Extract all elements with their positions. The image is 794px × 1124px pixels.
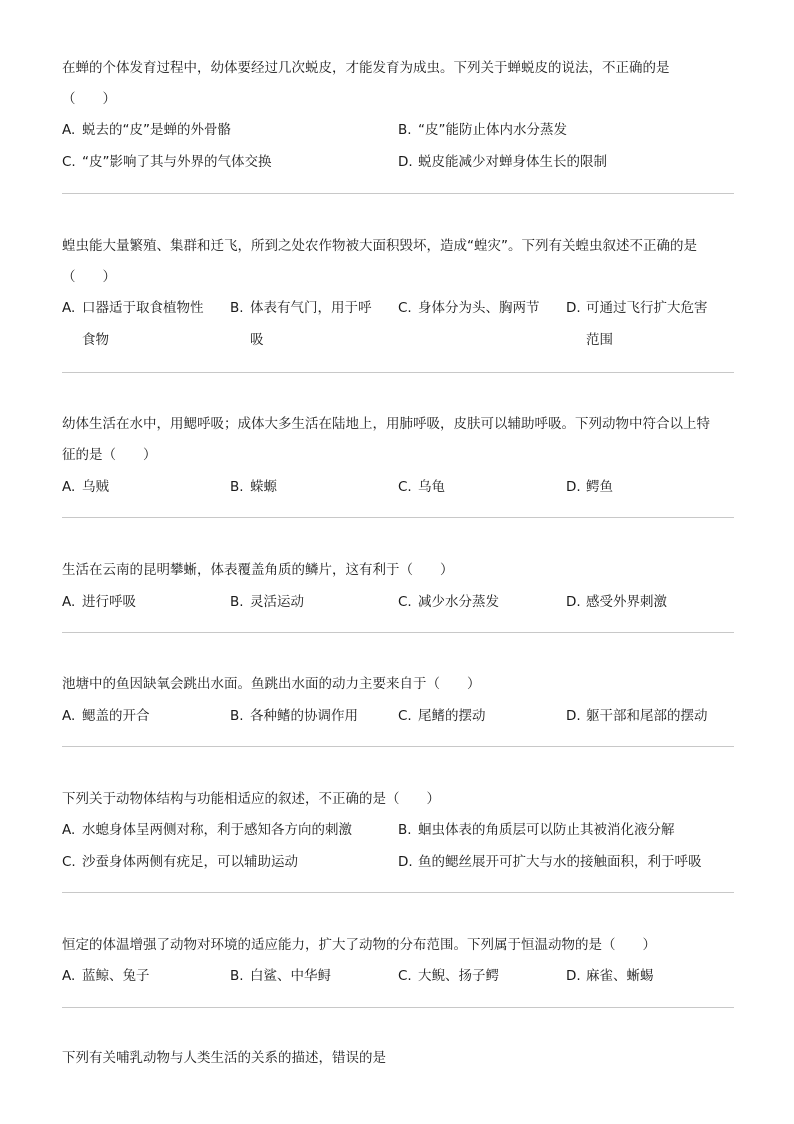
option-b[interactable] — [230, 592, 304, 612]
option-text: 鳄鱼 — [586, 479, 613, 495]
option-d[interactable] — [566, 966, 654, 986]
question-4 — [62, 560, 734, 624]
option-text: 大鲵、扬子鳄 — [418, 968, 499, 984]
option-b[interactable] — [230, 706, 358, 726]
option-text: 蝾螈 — [250, 479, 277, 495]
option-label: D. — [566, 300, 581, 316]
option-text: 可通过飞行扩大危害 — [586, 300, 708, 316]
option-d[interactable] — [566, 298, 708, 318]
question-stem: 幼体生活在水中，用鳃呼吸；成体大多生活在陆地上，用肺呼吸，皮肤可以辅助呼吸。下列动物中符合以上特 — [62, 416, 710, 432]
option-d[interactable] — [566, 592, 667, 612]
option-label: A. — [62, 822, 76, 838]
option-b-continued: 吸 — [250, 332, 264, 348]
option-text: “皮”能防止体内水分蒸发 — [418, 122, 567, 138]
options-row — [62, 152, 734, 184]
option-label: A. — [62, 479, 76, 495]
option-label: D. — [566, 479, 581, 495]
option-text: “皮”影响了其与外界的气体交换 — [82, 154, 272, 170]
option-text: 尾鳍的摆动 — [418, 708, 486, 724]
question-3 — [62, 414, 734, 509]
option-text: 鳃盖的开合 — [82, 708, 150, 724]
option-text: 口器适于取食植物性 — [82, 300, 204, 316]
answer-blank: （ ） — [62, 91, 116, 107]
option-label: D. — [566, 708, 581, 724]
option-c[interactable] — [398, 477, 445, 497]
option-label: B. — [230, 708, 244, 724]
options-row — [62, 706, 734, 738]
options-row — [62, 966, 734, 998]
option-d[interactable] — [566, 477, 613, 497]
option-d[interactable] — [398, 152, 607, 172]
question-divider — [62, 1007, 734, 1008]
question-stem: 池塘中的鱼因缺氧会跳出水面。鱼跳出水面的动力主要来自于（ ） — [62, 676, 481, 692]
option-text: 蓝鲸、兔子 — [82, 968, 150, 984]
option-b[interactable] — [230, 966, 331, 986]
question-5 — [62, 674, 734, 738]
option-c[interactable] — [62, 152, 272, 172]
option-label: B. — [230, 594, 244, 610]
option-a[interactable] — [62, 477, 109, 497]
question-2 — [62, 236, 734, 362]
option-label: C. — [62, 854, 76, 870]
option-label: B. — [398, 822, 412, 838]
options-row — [62, 852, 734, 884]
option-text: 蜕皮能减少对蝉身体生长的限制 — [418, 154, 607, 170]
option-d[interactable] — [398, 852, 702, 872]
option-label: C. — [398, 479, 412, 495]
option-label: C. — [398, 594, 412, 610]
option-label: A. — [62, 968, 76, 984]
option-b[interactable] — [398, 120, 567, 140]
option-text: 减少水分蒸发 — [418, 594, 499, 610]
question-stem: 下列关于动物体结构与功能相适应的叙述，不正确的是（ ） — [62, 791, 440, 807]
question-stem: 下列有关哺乳动物与人类生活的关系的描述，错误的是 — [62, 1050, 386, 1066]
option-label: A. — [62, 122, 76, 138]
option-a[interactable] — [62, 820, 352, 840]
option-d-continued: 范围 — [586, 332, 613, 348]
option-a[interactable] — [62, 966, 150, 986]
option-b[interactable] — [398, 820, 675, 840]
option-label: C. — [398, 968, 412, 984]
option-label: D. — [566, 594, 581, 610]
question-7 — [62, 935, 734, 998]
question-stem: 恒定的体温增强了动物对环境的适应能力，扩大了动物的分布范围。下列属于恒温动物的是（ ） — [62, 937, 656, 953]
option-c[interactable] — [398, 592, 499, 612]
option-label: D. — [398, 154, 413, 170]
option-text: 蛔虫体表的角质层可以防止其被消化液分解 — [418, 822, 675, 838]
options-row — [62, 820, 734, 852]
question-stem: 生活在云南的昆明攀蜥，体表覆盖角质的鳞片，这有利于（ ） — [62, 562, 454, 578]
option-text: 进行呼吸 — [82, 594, 136, 610]
option-text: 白鲨、中华鲟 — [250, 968, 331, 984]
options-row — [62, 120, 734, 152]
options-row — [62, 477, 734, 509]
options-row — [62, 298, 734, 362]
option-text: 体表有气门，用于呼 — [250, 300, 372, 316]
option-text: 沙蚕身体两侧有疣足，可以辅助运动 — [82, 854, 298, 870]
answer-blank: （ ） — [62, 269, 116, 285]
option-text: 蜕去的“皮”是蝉的外骨骼 — [82, 122, 231, 138]
option-a[interactable] — [62, 120, 231, 140]
option-text: 各种鳍的协调作用 — [250, 708, 358, 724]
option-text: 鱼的鳃丝展开可扩大与水的接触面积，利于呼吸 — [418, 854, 702, 870]
option-label: C. — [398, 708, 412, 724]
option-text: 麻雀、蜥蜴 — [586, 968, 654, 984]
option-d[interactable] — [566, 706, 708, 726]
option-c[interactable] — [398, 706, 486, 726]
question-stem: 在蝉的个体发育过程中，幼体要经过几次蜕皮，才能发育为成虫。下列关于蝉蜕皮的说法，不正确的是 — [62, 60, 670, 76]
option-text: 灵活运动 — [250, 594, 304, 610]
option-b[interactable] — [230, 298, 372, 318]
question-8 — [62, 1048, 734, 1068]
option-label: B. — [398, 122, 412, 138]
option-label: B. — [230, 479, 244, 495]
question-divider — [62, 517, 734, 518]
option-c[interactable] — [62, 852, 298, 872]
question-divider — [62, 892, 734, 893]
option-label: D. — [398, 854, 413, 870]
options-row — [62, 592, 734, 624]
option-label: C. — [62, 154, 76, 170]
question-divider — [62, 746, 734, 747]
question-divider — [62, 372, 734, 373]
question-stem: 蝗虫能大量繁殖、集群和迁飞，所到之处农作物被大面积毁坏，造成“蝗灾”。下列有关蝗虫叙述不正确的是 — [62, 238, 697, 254]
option-text: 乌贼 — [82, 479, 109, 495]
option-text: 水螅身体呈两侧对称，利于感知各方向的刺激 — [82, 822, 352, 838]
option-text: 躯干部和尾部的摆动 — [586, 708, 708, 724]
option-a-continued: 食物 — [82, 332, 109, 348]
option-label: A. — [62, 708, 76, 724]
option-b[interactable] — [230, 477, 277, 497]
option-label: B. — [230, 968, 244, 984]
question-divider — [62, 632, 734, 633]
question-6 — [62, 789, 734, 884]
option-text: 乌龟 — [418, 479, 445, 495]
question-stem-continued: 征的是（ ） — [62, 447, 157, 463]
option-a[interactable] — [62, 298, 204, 318]
option-a[interactable] — [62, 706, 150, 726]
option-text: 感受外界刺激 — [586, 594, 667, 610]
option-label: A. — [62, 300, 76, 316]
option-a[interactable] — [62, 592, 136, 612]
option-label: D. — [566, 968, 581, 984]
option-label: C. — [398, 300, 412, 316]
option-label: B. — [230, 300, 244, 316]
option-c[interactable] — [398, 298, 540, 318]
question-divider — [62, 193, 734, 194]
option-text: 身体分为头、胸两节 — [418, 300, 540, 316]
option-label: A. — [62, 594, 76, 610]
question-1 — [62, 58, 734, 184]
option-c[interactable] — [398, 966, 499, 986]
